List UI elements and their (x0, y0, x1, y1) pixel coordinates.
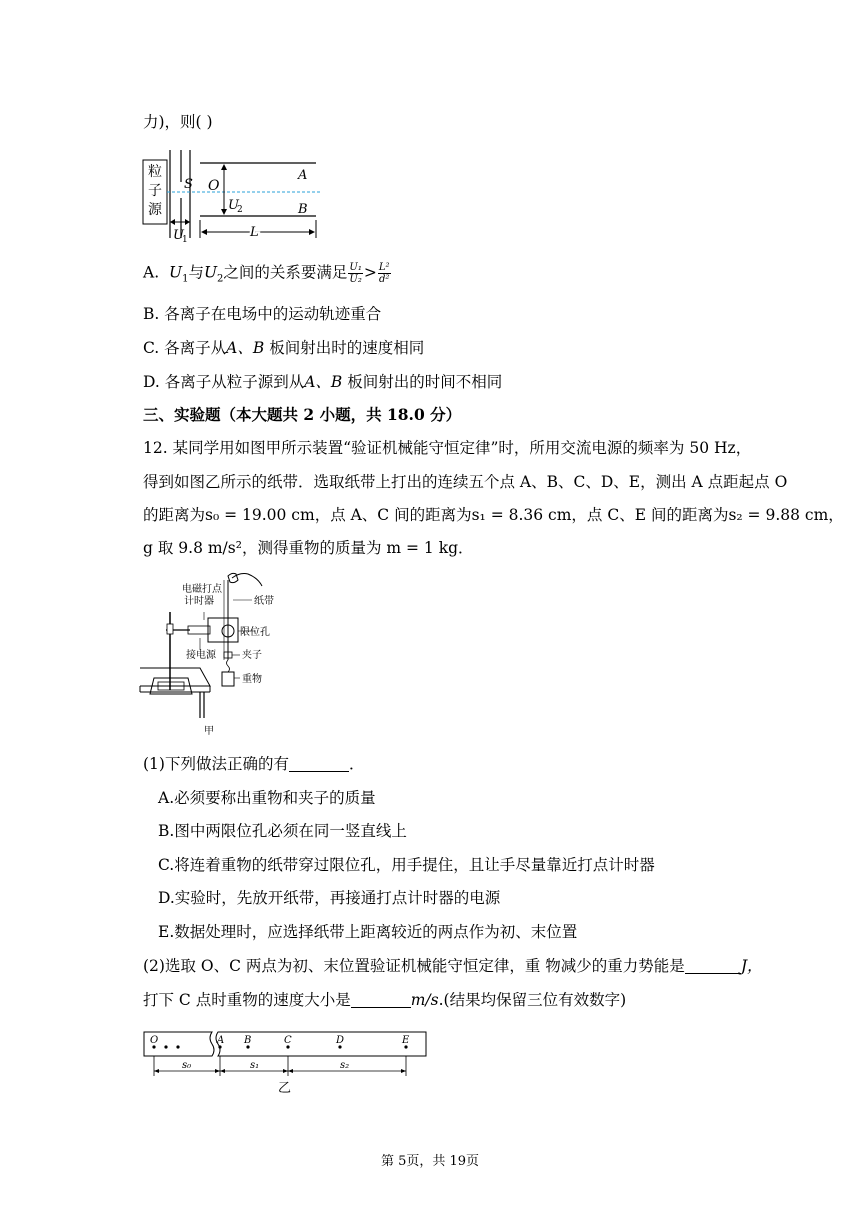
label-a: A (298, 168, 308, 183)
label-hole: 限位孔 (240, 627, 270, 638)
label-u2-sub: 2 (237, 205, 243, 215)
tape-label-s0: s₀ (182, 1060, 192, 1071)
q12-line-2: 得到如图乙所示的纸带．选取纸带上打出的连续五个点 A、B、C、D、E，测出 A 点距起点 O (143, 473, 788, 491)
label-b: B (298, 202, 308, 217)
tape-label-s2: s₂ (340, 1060, 350, 1071)
sub1-option-b: B.图中两限位孔必须在同一竖直线上 (158, 822, 407, 840)
label-u1-sub: 1 (182, 235, 188, 245)
answer-blank-3[interactable] (351, 992, 411, 1008)
option-b: B. 各离子在电场中的运动轨迹重合 (143, 305, 382, 323)
sub1-option-c: C.将连着重物的纸带穿过限位孔，用手提住，且让手尽量靠近打点计时器 (158, 856, 655, 874)
label-l: L (250, 225, 259, 240)
tape-label-s1: s₁ (250, 1060, 260, 1071)
answer-blank-1[interactable] (289, 756, 349, 772)
q12-line-4: g 取 9.8 m/s²，测得重物的质量为 m = 1 kg． (143, 539, 474, 557)
option-c: C. 各离子从A、B 板间射出时的速度相同 (143, 339, 425, 357)
caption-yi: 乙 (278, 1081, 292, 1096)
label-weight: 重物 (242, 674, 262, 685)
label-timer-1: 电磁打点 (182, 584, 222, 595)
tape-point-o: O (150, 1035, 159, 1046)
tape-point-a: A (217, 1035, 225, 1046)
sub1-option-d: D.实验时，先放开纸带，再接通打点计时器的电源 (158, 889, 501, 907)
q12-line-3: 的距离为s₀ = 19.00 cm，点 A、C 间的距离为s₁ = 8.36 cm，点 C、E 间的距离为s₂ = 9.88 cm， (143, 506, 844, 524)
answer-blank-2[interactable] (685, 958, 741, 974)
sub1-stem: (1)下列做法正确的有 ． (143, 755, 365, 773)
sub1-option-e: E.数据处理时，应选择纸带上距离较近的两点作为初、末位置 (158, 923, 578, 941)
source-label-3: 源 (148, 202, 162, 218)
sub1-option-a: A.必须要称出重物和夹子的质量 (158, 789, 376, 807)
section-heading: 三、实验题（本大题共 2 小题，共 18.0 分） (143, 405, 462, 424)
label-s: S (184, 177, 193, 192)
tape-point-c: C (284, 1035, 292, 1046)
label-tape: 纸带 (254, 596, 274, 607)
label-power: 接电源 (186, 650, 216, 661)
sub2-line-1: (2)选取 O、C 两点为初、末位置验证机械能守恒定律，重 物减少的重力势能是 J， (143, 957, 763, 975)
label-u2: U (228, 198, 239, 213)
label-o: O (208, 178, 220, 194)
figure-deflection-apparatus (140, 146, 330, 245)
figure-paper-tape (140, 1026, 430, 1096)
label-u1: U (173, 228, 184, 243)
caption-jia: 甲 (204, 726, 214, 737)
source-label-1: 粒 (148, 164, 162, 180)
source-label-2: 子 (148, 183, 162, 199)
option-d: D. 各离子从粒子源到从A、B 板间射出的时间不相同 (143, 373, 503, 391)
option-a: A. $U_1$与$U_2$之间的关系要满足 $\frac{\text{U₁}}{\text{U₂}}$ > $\frac{\text{L²}}{\text{d²}}$ (143, 262, 390, 285)
q12-line-1: 12. 某同学用如图甲所示装置“验证机械能守恒定律”时，所用交流电源的频率为 50 Hz， (143, 439, 752, 457)
page-footer: 第 5页，共 19页 (380, 1154, 480, 1169)
figure-apparatus-jia (140, 568, 280, 738)
tape-point-b: B (244, 1035, 252, 1046)
question-continuation: 力)，则( ) (143, 113, 213, 131)
label-timer-2: 计时器 (184, 596, 214, 607)
tape-point-d: D (336, 1035, 345, 1046)
tape-point-e: E (402, 1035, 410, 1046)
label-clip: 夹子 (242, 650, 262, 661)
sub2-line-2: 打下 C 点时重物的速度大小是 m/s.(结果均保留三位有效数字) (143, 991, 627, 1009)
